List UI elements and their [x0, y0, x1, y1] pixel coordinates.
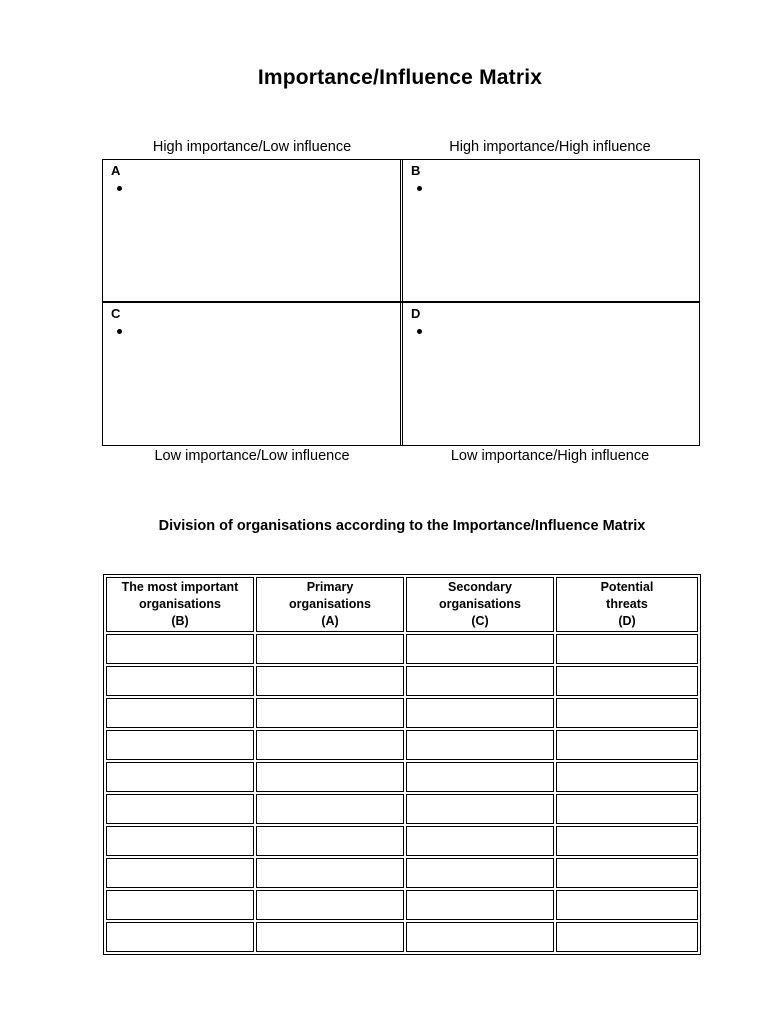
cell-letter: C: [111, 306, 121, 321]
header-line: Primary: [306, 580, 354, 594]
label-high-importance-low-influence: High importance/Low influence: [152, 139, 352, 155]
matrix-horizontal-divider: [103, 301, 699, 303]
table-cell[interactable]: [256, 922, 404, 952]
table-cell[interactable]: [256, 826, 404, 856]
table-cell[interactable]: [556, 634, 698, 664]
table-cell[interactable]: [256, 890, 404, 920]
table-cell[interactable]: [556, 794, 698, 824]
table-cell[interactable]: [556, 698, 698, 728]
table-cell[interactable]: [406, 730, 554, 760]
header-line: Secondary: [448, 580, 512, 594]
cell-letter: A: [111, 163, 121, 178]
table-row: [106, 922, 698, 952]
cell-letter: B: [411, 163, 421, 178]
table-row: [106, 698, 698, 728]
matrix-vertical-divider: [400, 160, 403, 445]
table-row: [106, 794, 698, 824]
table-cell[interactable]: [256, 794, 404, 824]
table-cell[interactable]: [556, 666, 698, 696]
table-cell[interactable]: [106, 858, 254, 888]
table-cell[interactable]: [106, 730, 254, 760]
table-body: [106, 634, 698, 952]
bullet-icon: [117, 329, 122, 334]
table-cell[interactable]: [256, 698, 404, 728]
header-line: Potential: [600, 580, 654, 594]
table-cell[interactable]: [556, 762, 698, 792]
table-cell[interactable]: [256, 762, 404, 792]
table-row: [106, 762, 698, 792]
column-header-most-important: [106, 577, 254, 632]
header-line: organisations: [439, 597, 521, 611]
table-cell[interactable]: [256, 730, 404, 760]
matrix-cell-a[interactable]: [103, 160, 400, 301]
bullet-icon: [417, 186, 422, 191]
table-row: [106, 826, 698, 856]
matrix-cell-d[interactable]: [403, 303, 699, 444]
column-header-secondary: [406, 577, 554, 632]
table-cell[interactable]: [406, 794, 554, 824]
table-header-row: [106, 577, 698, 632]
table-cell[interactable]: [106, 794, 254, 824]
cell-letter: D: [411, 306, 421, 321]
header-line: threats: [606, 597, 648, 611]
table-cell[interactable]: [406, 890, 554, 920]
header-line: (D): [618, 614, 636, 628]
header-line: organisations: [289, 597, 371, 611]
table-cell[interactable]: [406, 762, 554, 792]
table-row: [106, 858, 698, 888]
table-row: [106, 890, 698, 920]
table-cell[interactable]: [106, 666, 254, 696]
table-cell[interactable]: [106, 762, 254, 792]
table-row: [106, 730, 698, 760]
column-header-primary: [256, 577, 404, 632]
table-cell[interactable]: [406, 666, 554, 696]
table-cell[interactable]: [256, 858, 404, 888]
table-cell[interactable]: [556, 730, 698, 760]
table-cell[interactable]: [256, 666, 404, 696]
table-cell[interactable]: [556, 922, 698, 952]
table-cell[interactable]: [406, 634, 554, 664]
header-line: (A): [321, 614, 339, 628]
header-line: The most important: [121, 580, 239, 594]
label-low-importance-low-influence: Low importance/Low influence: [154, 448, 350, 464]
matrix-cell-c[interactable]: [103, 303, 400, 444]
table-cell[interactable]: [106, 698, 254, 728]
bullet-icon: [417, 329, 422, 334]
table-cell[interactable]: [556, 858, 698, 888]
division-heading: Division of organisations according to the Importance/Influence Matrix: [158, 518, 646, 534]
bullet-icon: [117, 186, 122, 191]
label-high-importance-high-influence: High importance/High influence: [449, 139, 651, 155]
column-header-potential-threats: [556, 577, 698, 632]
table-cell[interactable]: [406, 922, 554, 952]
table-cell[interactable]: [406, 858, 554, 888]
matrix-cell-b[interactable]: [403, 160, 699, 301]
table-cell[interactable]: [556, 826, 698, 856]
page-title: Importance/Influence Matrix: [257, 66, 543, 89]
table-row: [106, 666, 698, 696]
table-cell[interactable]: [106, 826, 254, 856]
organisations-table: [103, 574, 701, 955]
importance-influence-matrix: [102, 159, 700, 446]
table-cell[interactable]: [106, 922, 254, 952]
table-cell[interactable]: [256, 634, 404, 664]
table-cell[interactable]: [106, 634, 254, 664]
table-cell[interactable]: [406, 698, 554, 728]
header-line: organisations: [139, 597, 221, 611]
table-cell[interactable]: [106, 890, 254, 920]
header-line: (C): [471, 614, 489, 628]
header-line: (B): [171, 614, 189, 628]
table-cell[interactable]: [406, 826, 554, 856]
table-cell[interactable]: [556, 890, 698, 920]
label-low-importance-high-influence: Low importance/High influence: [450, 448, 650, 464]
table-row: [106, 634, 698, 664]
